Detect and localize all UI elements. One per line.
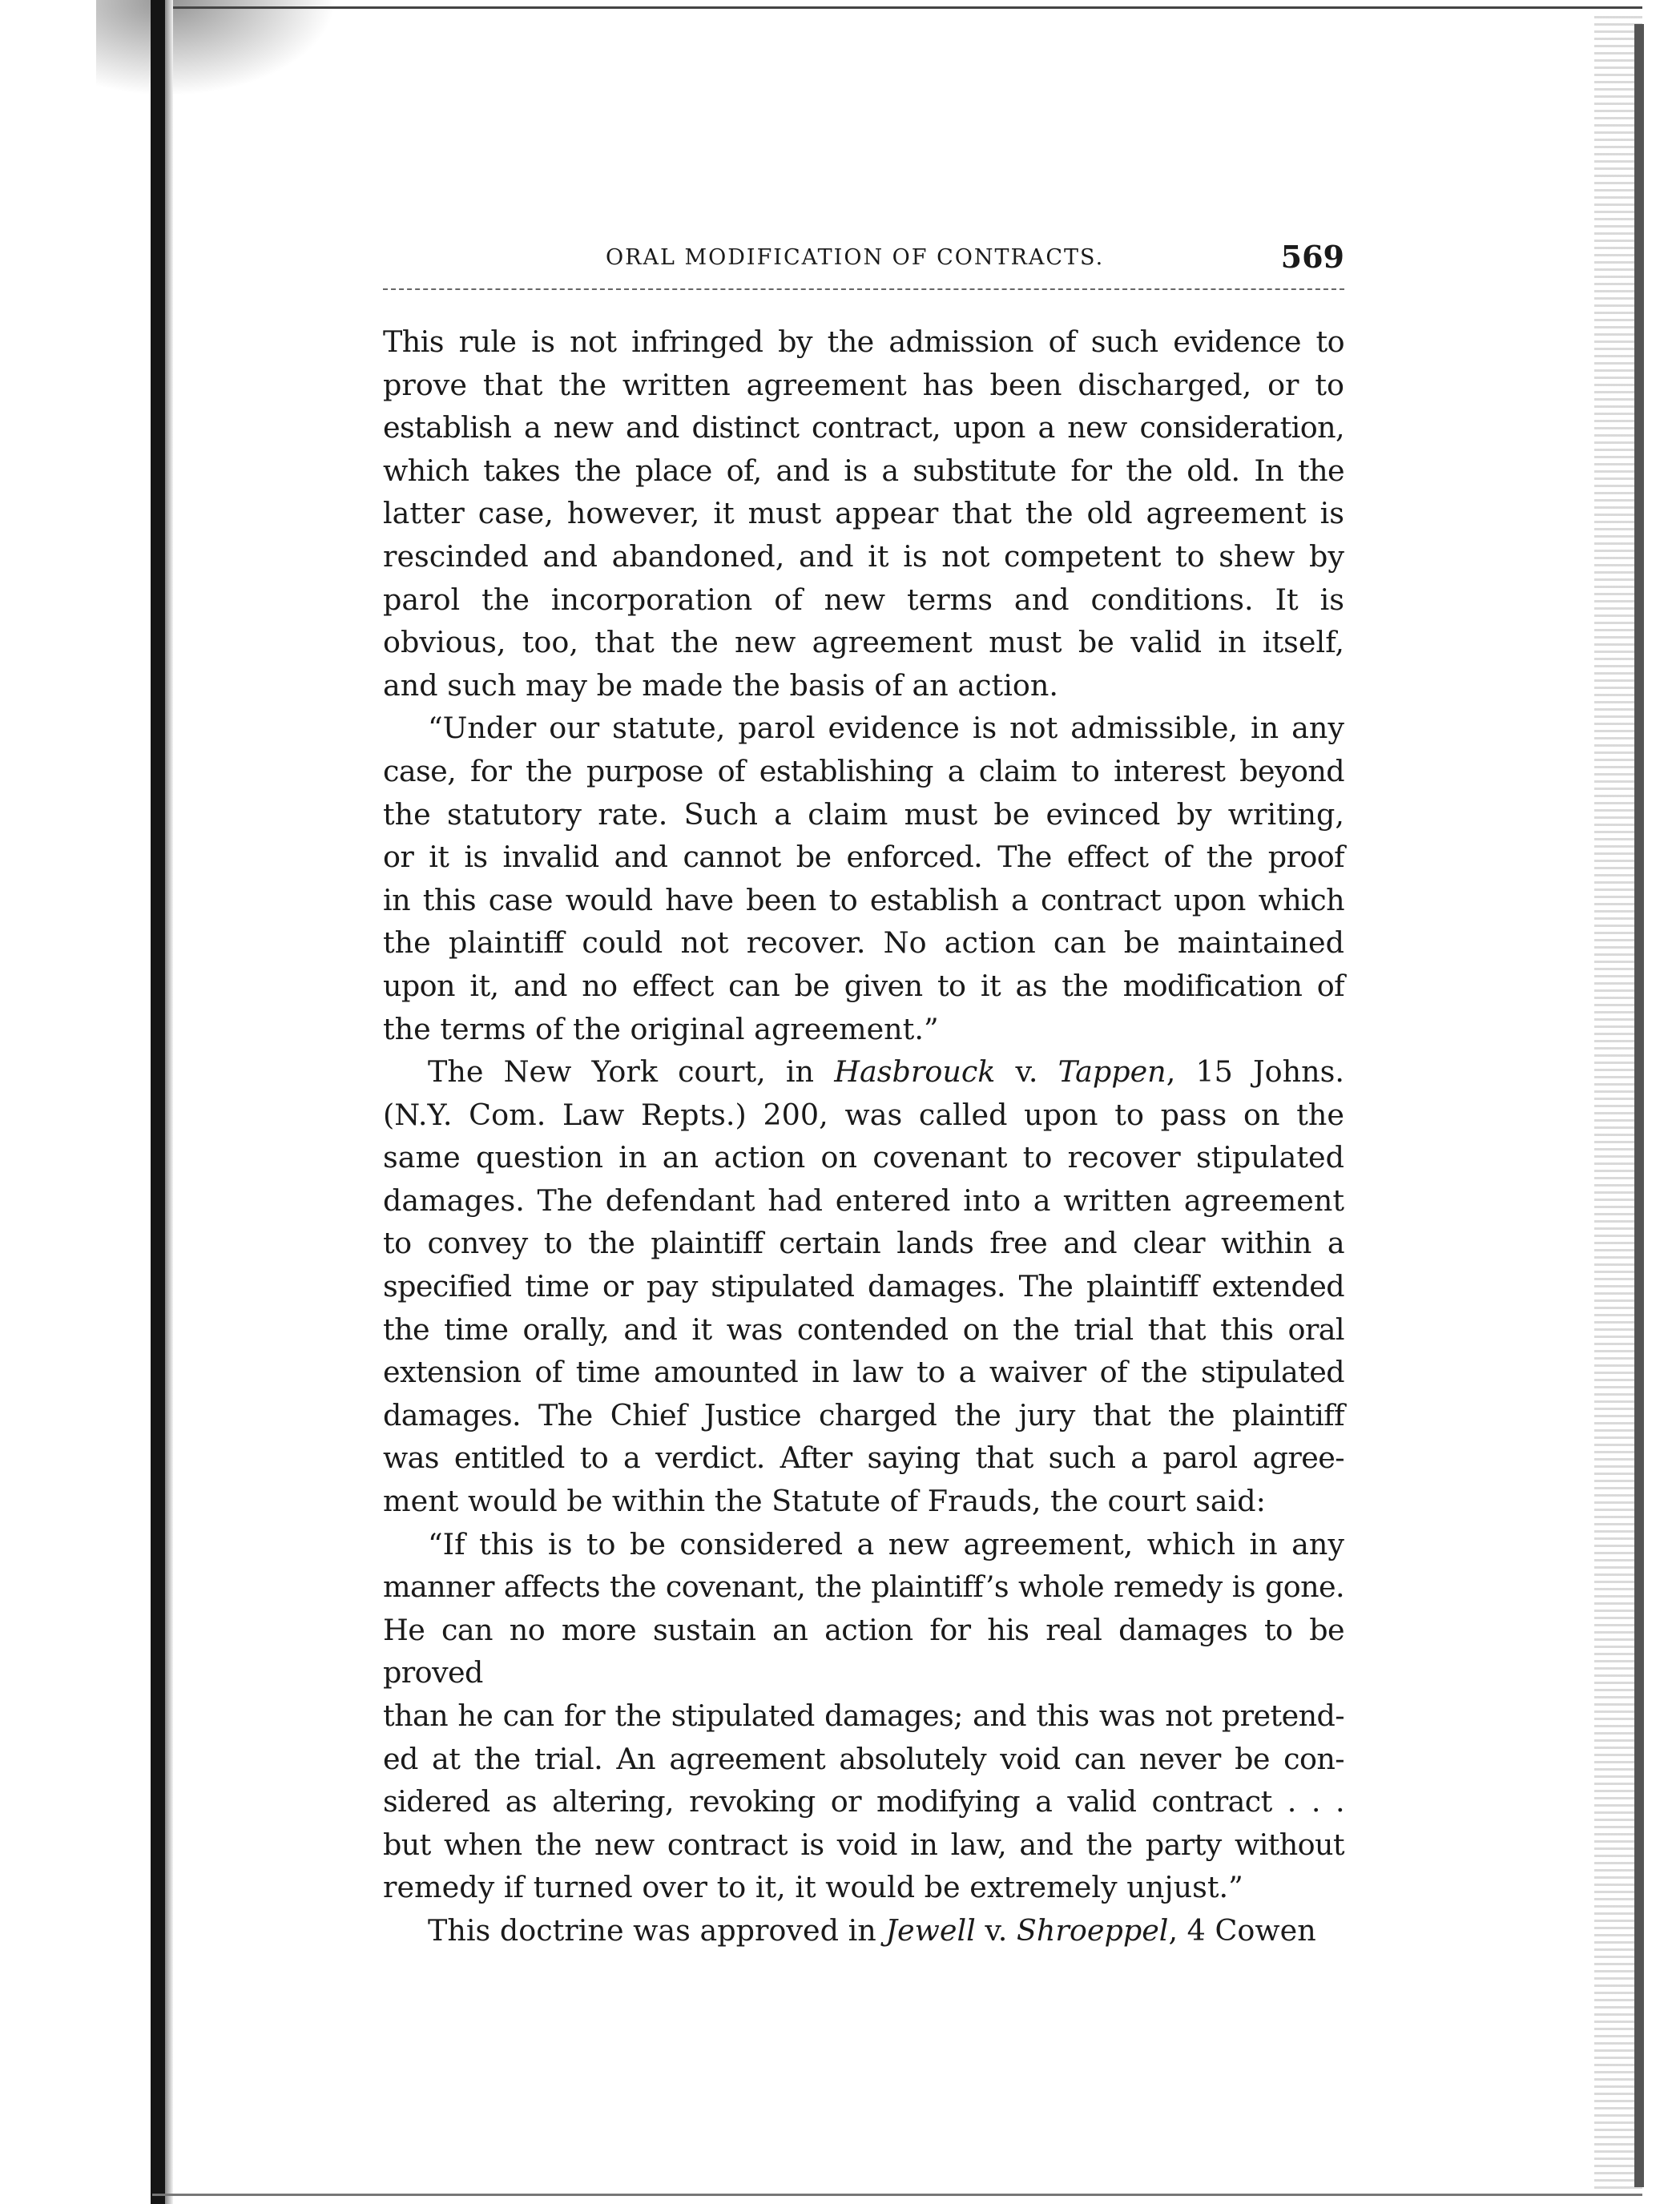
text-line: case, for the purpose of establishing a claim to interest beyond [383,753,1344,788]
text-line: which takes the place of, and is a substitute for the old. In the [383,453,1344,488]
paragraph-3 [383,1050,1344,1523]
text-line: extension of time amounted in law to a waiver of the stipulated [383,1355,1344,1390]
book-spine [151,0,165,2204]
text-line: damages. The Chief Justice charged the jury that the plaintiff [383,1397,1344,1432]
text-line: or it is invalid and cannot be enforced. The effect of the proof [383,840,1344,875]
page-body [383,320,1344,1952]
paragraph-4 [383,1523,1344,1909]
text-line: the terms of the original agreement.” [383,1011,939,1046]
text-line: “If this is to be considered a new agreement, which in any [428,1526,1344,1561]
page-right-edge [1634,24,1644,2187]
text-line: manner affects the covenant, the plaintiff’s whole remedy is gone. [383,1569,1344,1605]
text-line: establish a new and distinct contract, upon a new consideration, [383,410,1344,445]
text-line: the statutory rate. Such a claim must be evinced by writing, [383,796,1344,832]
text-line: upon it, and no effect can be given to it as the modification of [383,968,1344,1003]
text-line: specified time or pay stipulated damages. The plaintiff extended [383,1269,1344,1304]
header-rule [383,288,1344,290]
paragraph-2 [383,707,1344,1050]
running-head [383,239,1344,276]
text-line: remedy if turned over to it, it would be extremely unjust.” [383,1870,1243,1905]
scan-corner-shadow [96,0,336,96]
text-line: but when the new contract is void in law, and the party without [383,1827,1344,1862]
page-top-edge [160,6,1642,9]
text-line: latter case, however, it must appear that the old agreement is [383,496,1344,531]
text-line: (N.Y. Com. Law Repts.) 200, was called upon to pass on the [383,1097,1344,1132]
page-bottom-edge [152,2194,1642,2196]
text-line: damages. The defendant had entered into a written agreement [383,1183,1344,1218]
text-line: “Under our statute, parol evidence is not admissible, in any [428,711,1344,746]
text-line: He can no more sustain an action for his real damages to be proved [383,1612,1344,1690]
text-line: ment would be within the Statute of Frauds, the court said: [383,1484,1266,1519]
text-line: The New York court, in Hasbrouck v. Tappen, 15 Johns. [428,1054,1344,1090]
text-line: the time orally, and it was contended on the trial that this oral [383,1312,1344,1347]
paragraph-1 [383,320,1344,707]
paragraph-5 [383,1909,1344,1952]
text-line: same question in an action on covenant to recover stipulated [383,1140,1344,1175]
text-line: the plaintiff could not recover. No action can be maintained [383,925,1344,961]
text-line: to convey to the plaintiff certain lands free and clear within a [383,1226,1344,1261]
text-line: This doctrine was approved in Jewell v. Shroeppel, 4 Cowen [428,1912,1316,1948]
text-line: ed at the trial. An agreement absolutely void can never be con- [383,1741,1344,1776]
text-line: prove that the written agreement has been discharged, or to [383,367,1344,402]
text-line: sidered as altering, revoking or modifying a valid contract . . . [383,1784,1344,1819]
text-line: rescinded and abandoned, and it is not competent to shew by [383,538,1344,574]
spine-shadow [165,0,173,2204]
text-line: parol the incorporation of new terms and conditions. It is [383,582,1344,617]
text-line: was entitled to a verdict. After saying that such a parol agree- [383,1440,1344,1476]
page-number: 569 [1280,239,1344,275]
text-line: and such may be made the basis of an action. [383,667,1058,703]
text-line: obvious, too, that the new agreement must be valid in itself, [383,625,1344,660]
running-title: ORAL MODIFICATION OF CONTRACTS. [606,245,1105,270]
text-line: than he can for the stipulated damages; and this was not pretend- [383,1698,1344,1733]
text-line: in this case would have been to establish a contract upon which [383,882,1344,917]
text-line: This rule is not infringed by the admission of such evidence to [383,324,1344,359]
